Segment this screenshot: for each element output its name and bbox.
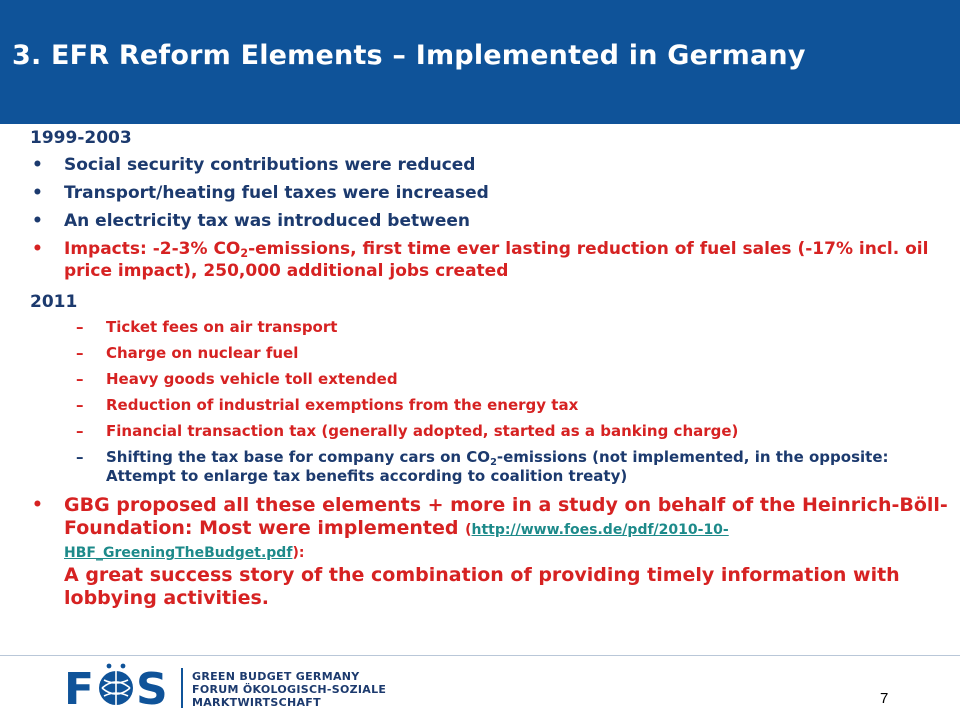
svg-text:F: F (64, 664, 95, 715)
bullet-electricity-tax: • An electricity tax was introduced between (30, 210, 950, 232)
bullet-impacts (30, 238, 950, 282)
slide-title: 3. EFR Reform Elements – Implemented in Germany (12, 40, 806, 71)
year-heading-1999: 1999-2003 (30, 128, 132, 148)
dash-list-2011 (30, 318, 950, 486)
dash-item-air-transport: – Ticket fees on air transport (30, 318, 950, 337)
impacts-suffix: -emissions, first time ever lasting reduction of fuel sales (-17% incl. oil price impact), 250,000 additional jobs created (64, 239, 929, 281)
paren-open: ( (465, 522, 472, 538)
slide-content (30, 128, 950, 620)
paren-close: ): (292, 545, 305, 561)
footer-divider (0, 655, 960, 656)
bullet-list-conclusion (30, 494, 950, 610)
company-cars-suffix: -emissions (not implemented, in the opposite: Attempt to enlarge tax benefits according to coalition treaty) (106, 448, 889, 485)
conclusion-tail: A great success story of the combination of providing timely information with lobbying activities. (64, 564, 900, 609)
logo-line-1: GREEN BUDGET GERMANY (192, 670, 360, 683)
dash-item-financial-transaction-tax: – Financial transaction tax (generally adopted, started as a banking charge) (30, 422, 950, 441)
bullet-social-security: • Social security contributions were reduced (30, 154, 950, 176)
logo-line-2: FORUM ÖKOLOGISCH-SOZIALE (192, 683, 387, 696)
dash-item-hgv-toll: – Heavy goods vehicle toll extended (30, 370, 950, 389)
bullet-conclusion (30, 494, 950, 610)
year-heading-2011: 2011 (30, 292, 78, 312)
co2-subscript: 2 (490, 457, 497, 468)
company-cars-prefix: Shifting the tax base for company cars on CO (106, 448, 491, 466)
conclusion-lead: GBG proposed all these elements + more in a study on behalf of the Heinrich-Böll-Foundation: Most were implemented (64, 494, 948, 539)
svg-text:S: S (136, 664, 168, 715)
page-number: 7 (880, 690, 889, 707)
dash-item-nuclear-fuel: – Charge on nuclear fuel (30, 344, 950, 363)
study-link[interactable]: http://www.foes.de/pdf/2010-10-HBF_GreeningTheBudget.pdf (64, 522, 729, 561)
bullet-list-1999 (30, 154, 950, 282)
dash-item-company-cars (30, 448, 950, 486)
logo-line-3: MARKTWIRTSCHAFT (192, 696, 321, 709)
impacts-prefix: Impacts: -2-3% CO (64, 239, 241, 259)
dash-item-industrial-exemptions: – Reduction of industrial exemptions from the energy tax (30, 396, 950, 415)
co2-subscript: 2 (240, 247, 249, 260)
logo-wordmark (192, 670, 386, 709)
bullet-fuel-taxes: • Transport/heating fuel taxes were increased (30, 182, 950, 204)
title-bar (0, 0, 960, 124)
